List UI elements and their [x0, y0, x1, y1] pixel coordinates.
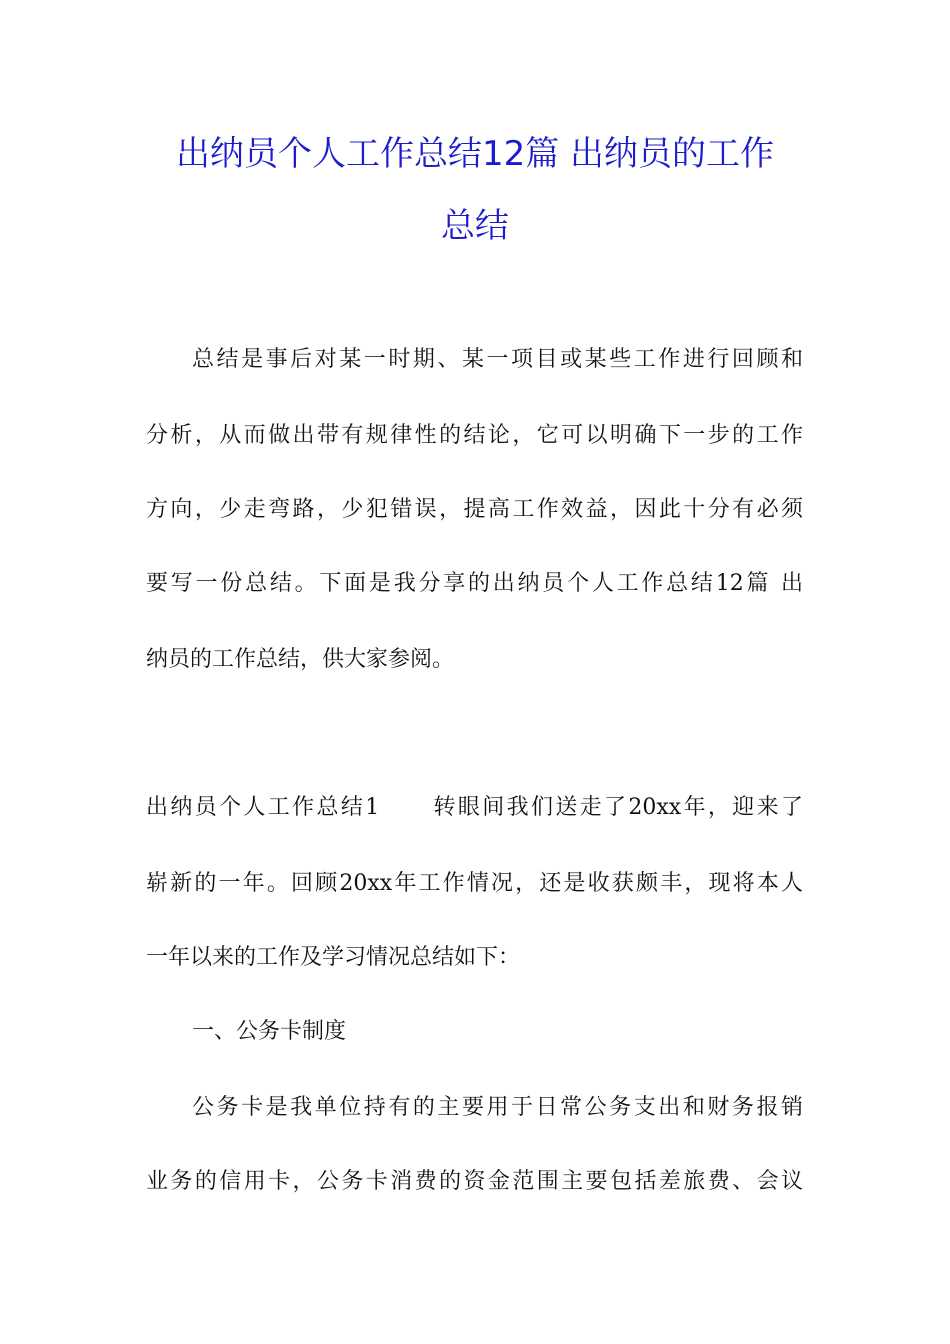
section-1-line: 崭新的一年。回顾20xx年工作情况，还是收获颇丰，现将本人 — [146, 871, 803, 896]
subsection-1-line: 公务卡是我单位持有的主要用于日常公务支出和财务报销 — [192, 1095, 803, 1120]
subsection-1-line: 业务的信用卡，公务卡消费的资金范围主要包括差旅费、会议 — [146, 1169, 803, 1194]
section-1-first-text: 转眼间我们送走了20xx年，迎来了 — [431, 795, 803, 820]
intro-line: 方向，少走弯路，少犯错误，提高工作效益，因此十分有必须 — [146, 497, 803, 522]
intro-line: 分析，从而做出带有规律性的结论，它可以明确下一步的工作 — [146, 423, 803, 448]
intro-line: 纳员的工作总结，供大家参阅。 — [146, 647, 455, 672]
section-1-line: 一年以来的工作及学习情况总结如下： — [146, 945, 521, 970]
subsection-1-heading: 一、公务卡制度 — [192, 1019, 347, 1044]
document-title-line-1: 出纳员个人工作总结12篇 出纳员的工作 — [175, 134, 775, 174]
section-1-heading: 出纳员个人工作总结1 — [146, 795, 380, 820]
intro-line: 总结是事后对某一时期、某一项目或某些工作进行回顾和 — [192, 347, 803, 372]
intro-line: 要写一份总结。下面是我分享的出纳员个人工作总结12篇 出 — [146, 571, 803, 596]
section-1-first-line — [146, 793, 803, 823]
document-title-line-2: 总结 — [441, 206, 509, 246]
